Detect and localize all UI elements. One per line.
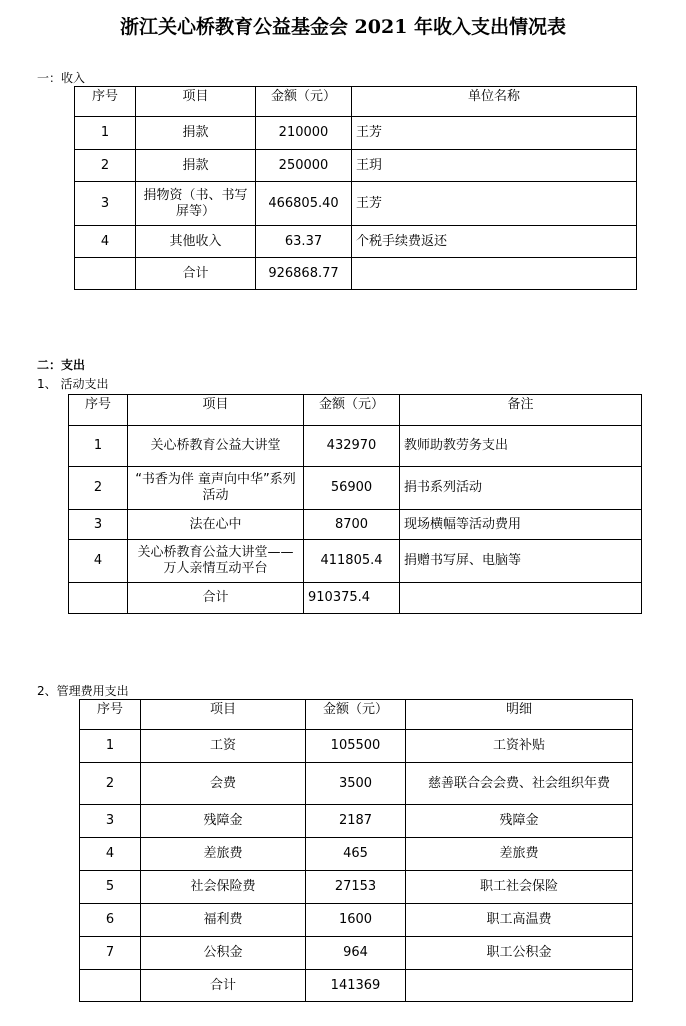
activity-header-row bbox=[69, 395, 642, 426]
row-no: 4 bbox=[69, 540, 128, 583]
row-amount: 250000 bbox=[256, 150, 352, 182]
table-row bbox=[80, 805, 633, 838]
table-row bbox=[80, 937, 633, 970]
activity-table bbox=[68, 394, 642, 614]
total-no-empty bbox=[69, 583, 128, 614]
page-title: 浙江关心桥教育公益基金会 2021 年收入支出情况表 bbox=[119, 16, 567, 38]
table-row bbox=[75, 117, 637, 150]
row-amount: 210000 bbox=[256, 117, 352, 150]
row-item: 法在心中 bbox=[128, 510, 304, 540]
row-amount: 964 bbox=[306, 937, 406, 970]
management-table bbox=[79, 699, 633, 1002]
header-unit: 单位名称 bbox=[352, 87, 637, 117]
row-no: 2 bbox=[75, 150, 136, 182]
table-row bbox=[75, 226, 637, 258]
row-item: 工资 bbox=[141, 730, 306, 763]
total-amount: 141369 bbox=[306, 970, 406, 1002]
row-item: “书香为伴 童声向中华”系列活动 bbox=[128, 467, 304, 510]
row-amount: 105500 bbox=[306, 730, 406, 763]
row-amount: 466805.40 bbox=[256, 182, 352, 226]
row-note: 捐书系列活动 bbox=[400, 467, 642, 510]
table-row bbox=[69, 540, 642, 583]
row-item: 关心桥教育公益大讲堂——万人亲情互动平台 bbox=[128, 540, 304, 583]
row-item: 差旅费 bbox=[141, 838, 306, 871]
total-no-empty bbox=[80, 970, 141, 1002]
table-row bbox=[80, 871, 633, 904]
table-row bbox=[69, 426, 642, 467]
row-no: 6 bbox=[80, 904, 141, 937]
total-amount: 910375.4 bbox=[304, 583, 400, 614]
row-item: 公积金 bbox=[141, 937, 306, 970]
header-item: 项目 bbox=[136, 87, 256, 117]
row-item: 会费 bbox=[141, 763, 306, 805]
header-amount: 金额（元） bbox=[306, 700, 406, 730]
income-header-row bbox=[75, 87, 637, 117]
row-no: 1 bbox=[80, 730, 141, 763]
expense-heading: 二：支出 bbox=[37, 358, 86, 372]
row-unit: 王芳 bbox=[352, 117, 637, 150]
row-no: 1 bbox=[69, 426, 128, 467]
header-no: 序号 bbox=[75, 87, 136, 117]
row-amount: 2187 bbox=[306, 805, 406, 838]
table-row bbox=[75, 182, 637, 226]
row-amount: 432970 bbox=[304, 426, 400, 467]
row-item: 其他收入 bbox=[136, 226, 256, 258]
row-item: 捐款 bbox=[136, 150, 256, 182]
header-item: 项目 bbox=[141, 700, 306, 730]
total-amount: 926868.77 bbox=[256, 258, 352, 290]
row-item: 捐款 bbox=[136, 117, 256, 150]
total-note-empty bbox=[400, 583, 642, 614]
row-amount: 465 bbox=[306, 838, 406, 871]
total-unit-empty bbox=[352, 258, 637, 290]
table-row bbox=[80, 904, 633, 937]
row-unit: 王玥 bbox=[352, 150, 637, 182]
row-item: 关心桥教育公益大讲堂 bbox=[128, 426, 304, 467]
row-amount: 1600 bbox=[306, 904, 406, 937]
header-note: 备注 bbox=[400, 395, 642, 426]
table-row bbox=[80, 838, 633, 871]
row-item: 残障金 bbox=[141, 805, 306, 838]
row-amount: 411805.4 bbox=[304, 540, 400, 583]
row-amount: 8700 bbox=[304, 510, 400, 540]
row-amount: 56900 bbox=[304, 467, 400, 510]
total-label: 合计 bbox=[128, 583, 304, 614]
row-detail: 慈善联合会会费、社会组织年费 bbox=[406, 763, 633, 805]
row-amount: 3500 bbox=[306, 763, 406, 805]
row-amount: 63.37 bbox=[256, 226, 352, 258]
income-table bbox=[74, 86, 637, 290]
row-no: 2 bbox=[80, 763, 141, 805]
total-no-empty bbox=[75, 258, 136, 290]
row-unit: 个税手续费返还 bbox=[352, 226, 637, 258]
management-header-row bbox=[80, 700, 633, 730]
row-item: 福利费 bbox=[141, 904, 306, 937]
table-row bbox=[80, 763, 633, 805]
row-no: 3 bbox=[80, 805, 141, 838]
row-no: 4 bbox=[75, 226, 136, 258]
income-total-row bbox=[75, 258, 637, 290]
row-item: 捐物资（书、书写屏等） bbox=[136, 182, 256, 226]
management-total-row bbox=[80, 970, 633, 1002]
total-label: 合计 bbox=[141, 970, 306, 1002]
row-no: 5 bbox=[80, 871, 141, 904]
row-no: 1 bbox=[75, 117, 136, 150]
header-no: 序号 bbox=[80, 700, 141, 730]
table-row bbox=[69, 510, 642, 540]
row-note: 现场横幅等活动费用 bbox=[400, 510, 642, 540]
header-no: 序号 bbox=[69, 395, 128, 426]
row-detail: 职工公积金 bbox=[406, 937, 633, 970]
row-no: 7 bbox=[80, 937, 141, 970]
row-item: 社会保险费 bbox=[141, 871, 306, 904]
total-detail-empty bbox=[406, 970, 633, 1002]
row-detail: 职工高温费 bbox=[406, 904, 633, 937]
row-no: 4 bbox=[80, 838, 141, 871]
row-no: 2 bbox=[69, 467, 128, 510]
activity-heading: 1、 活动支出 bbox=[37, 377, 109, 391]
activity-total-row bbox=[69, 583, 642, 614]
table-row bbox=[80, 730, 633, 763]
row-amount: 27153 bbox=[306, 871, 406, 904]
row-unit: 王芳 bbox=[352, 182, 637, 226]
income-heading: 一：收入 bbox=[37, 71, 86, 85]
header-amount: 金额（元） bbox=[256, 87, 352, 117]
row-note: 捐赠书写屏、电脑等 bbox=[400, 540, 642, 583]
header-item: 项目 bbox=[128, 395, 304, 426]
row-detail: 残障金 bbox=[406, 805, 633, 838]
row-no: 3 bbox=[69, 510, 128, 540]
row-detail: 职工社会保险 bbox=[406, 871, 633, 904]
row-detail: 差旅费 bbox=[406, 838, 633, 871]
row-no: 3 bbox=[75, 182, 136, 226]
total-label: 合计 bbox=[136, 258, 256, 290]
header-amount: 金额（元） bbox=[304, 395, 400, 426]
table-row bbox=[75, 150, 637, 182]
header-detail: 明细 bbox=[406, 700, 633, 730]
table-row bbox=[69, 467, 642, 510]
row-detail: 工资补贴 bbox=[406, 730, 633, 763]
row-note: 教师助教劳务支出 bbox=[400, 426, 642, 467]
management-heading: 2、管理费用支出 bbox=[37, 684, 129, 698]
